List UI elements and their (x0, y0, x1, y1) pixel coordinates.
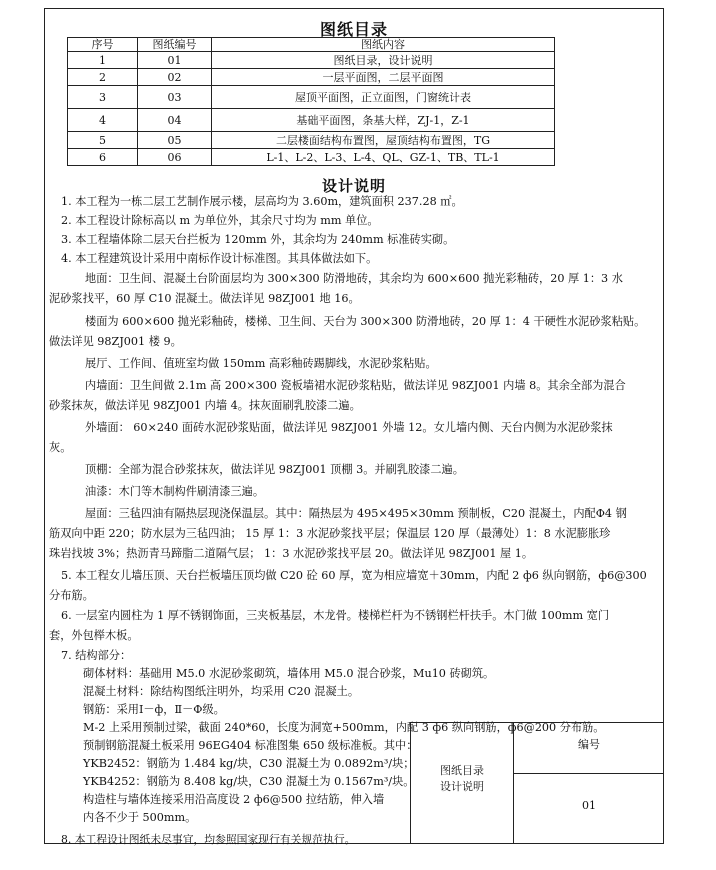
note-line: 钢筋：采用Ⅰ－ф，Ⅱ－Φ级。 (83, 703, 225, 716)
drawing-name-line: 设计说明 (440, 780, 484, 793)
note-line: 珠岩找坡 3%；热沥青马蹄脂二道隔气层； 1：3 水泥砂浆找平层 20。做法详见 98ZJ001 屋 1。 (49, 547, 534, 560)
note-line: 内墙面：卫生间做 2.1m 高 200×300 瓷板墙裙水泥砂浆粘贴，做法详见 98ZJ001 内墙 8。其余全部为混合 (85, 379, 626, 392)
index-table (67, 37, 555, 166)
note-line: 构造柱与墙体连接采用沿高度设 2 ф6@500 拉结筋，伸入墙 (83, 793, 385, 806)
note-line: 顶棚：全部为混合砂浆抹灰，做法详见 98ZJ001 顶棚 3。并刷乳胶漆二遍。 (85, 463, 464, 476)
note-line: YKB4252：钢筋为 8.408 kg/块，C30 混凝土为 0.1567m³/块。 (83, 775, 415, 788)
cell-number: 01 (138, 52, 212, 69)
note-line: YKB2452：钢筋为 1.484 kg/块，C30 混凝土为 0.0892m³/块； (83, 757, 415, 770)
note-line: 5. 本工程女儿墙压顶、天台拦板墙压顶均做 C20 砼 60 厚，宽为相应墙宽＋30mm，内配 2 ф6 纵向钢筋，ф6@300 (61, 569, 647, 582)
note-line: 7. 结构部分： (61, 649, 132, 662)
cell-number: 04 (138, 109, 212, 132)
note-line: 2. 本工程设计除标高以 m 为单位外，其余尺寸均为 mm 单位。 (61, 214, 379, 227)
note-line: 6. 一层室内圆柱为 1 厚不锈钢饰面，三夹板基层，木龙骨。楼梯栏杆为不锈钢栏杆扶手。木门做 100mm 宽门 (61, 609, 610, 622)
cell-content: 基础平面图，条基大样，ZJ-1，Z-1 (212, 109, 555, 132)
note-line: 预制钢筋混凝土板采用 96EG404 标准图集 650 级标准板。其中： (83, 739, 418, 752)
notes-title: 设计说明 (321, 177, 386, 195)
note-line: 做法详见 98ZJ001 楼 9。 (49, 335, 182, 348)
index-header-row (68, 38, 555, 52)
note-line: 外墙面： 60×240 面砖水泥砂浆贴面，做法详见 98ZJ001 外墙 12。女儿墙内侧、天台内侧为水泥砂浆抹 (85, 421, 613, 434)
note-line: 套，外包榉木板。 (49, 629, 139, 642)
note-line: 砂浆抹灰，做法详见 98ZJ001 内墙 4。抹灰面刷乳胶漆二遍。 (49, 399, 361, 412)
header-seq: 序号 (68, 38, 138, 52)
table-row (68, 52, 555, 69)
cell-seq: 4 (68, 109, 138, 132)
note-line: 混凝土材料：除结构图纸注明外，均采用 C20 混凝土。 (83, 685, 360, 698)
index-title: 图纸目录 (319, 20, 388, 39)
note-line: 分布筋。 (49, 589, 94, 602)
cell-seq: 1 (68, 52, 138, 69)
note-line: 筋双向中距 220；防水层为三毡四油； 15 厚 1：3 水泥砂浆找平层；保温层 120 厚（最薄处）1：8 水泥膨胀珍 (49, 527, 611, 540)
table-row (68, 149, 555, 166)
note-line: 屋面：三毡四油有隔热层现浇保温层。其中：隔热层为 495×495×30mm 预制板，C20 混凝土，内配Φ4 钢 (85, 507, 627, 520)
cell-number: 03 (138, 86, 212, 109)
note-line: M-2 上采用预制过梁，截面 240*60，长度为洞宽+500mm，内配 3 ф6 纵向钢筋，ф6@200 分布筋。 (83, 721, 605, 734)
cell-seq: 3 (68, 86, 138, 109)
note-line: 泥砂浆找平，60 厚 C10 混凝土。做法详见 98ZJ001 地 16。 (49, 292, 360, 305)
note-line: 地面：卫生间、混凝土台阶面层均为 300×300 防滑地砖，其余均为 600×600 抛光彩釉砖，20 厚 1：3 水 (85, 272, 623, 285)
cell-seq: 6 (68, 149, 138, 166)
note-line: 楼面为 600×600 抛光彩釉砖，楼梯、卫生间、天台为 300×300 防滑地砖，20 厚 1：4 干硬性水泥砂浆粘贴。 (85, 315, 646, 328)
table-row (68, 69, 555, 86)
cell-seq: 5 (68, 132, 138, 149)
cell-content: 屋顶平面图，正立面图，门窗统计表 (212, 86, 555, 109)
cell-seq: 2 (68, 69, 138, 86)
header-content: 图纸内容 (212, 38, 555, 52)
drawing-frame (44, 8, 664, 844)
drawing-name-line: 图纸目录 (440, 764, 484, 777)
table-row (68, 109, 555, 132)
cell-number: 05 (138, 132, 212, 149)
note-line: 油漆：木门等木制构件刷清漆三遍。 (85, 485, 265, 498)
cell-number: 06 (138, 149, 212, 166)
note-line: 灰。 (49, 441, 72, 454)
header-number: 图纸编号 (138, 38, 212, 52)
table-row (68, 86, 555, 109)
number-value: 01 (582, 799, 596, 812)
note-line: 3. 本工程墙体除二层天台拦板为 120mm 外，其余均为 240mm 标准砖实砌。 (61, 233, 455, 246)
cell-content: 图纸目录，设计说明 (212, 52, 555, 69)
cell-number: 02 (138, 69, 212, 86)
cell-content: L-1、L-2、L-3、L-4、QL、GZ-1、TB、TL-1 (212, 149, 555, 166)
note-line: 4. 本工程建筑设计采用中南标作设计标准图。其具体做法如下。 (61, 252, 378, 265)
note-line: 8. 本工程设计图纸未尽事宜，均参照国家现行有关规范执行。 (61, 833, 356, 846)
note-line: 内各不少于 500mm。 (83, 811, 197, 824)
note-line: 砌体材料：基础用 M5.0 水泥砂浆砌筑，墙体用 M5.0 混合砂浆，Mu10 砖砌筑。 (83, 667, 495, 680)
drawing-name (410, 763, 514, 795)
cell-content: 一层平面图，二层平面图 (212, 69, 555, 86)
table-row (68, 132, 555, 149)
number-label: 编号 (578, 738, 600, 751)
note-line: 1. 本工程为一栋二层工艺制作展示楼，层高均为 3.60m，建筑面积 237.28 ㎡。 (61, 195, 463, 208)
cell-content: 二层楼面结构布置图，屋顶结构布置图，TG (212, 132, 555, 149)
note-line: 展厅、工作间、值班室均做 150mm 高彩釉砖踢脚线，水泥砂浆粘贴。 (85, 357, 437, 370)
